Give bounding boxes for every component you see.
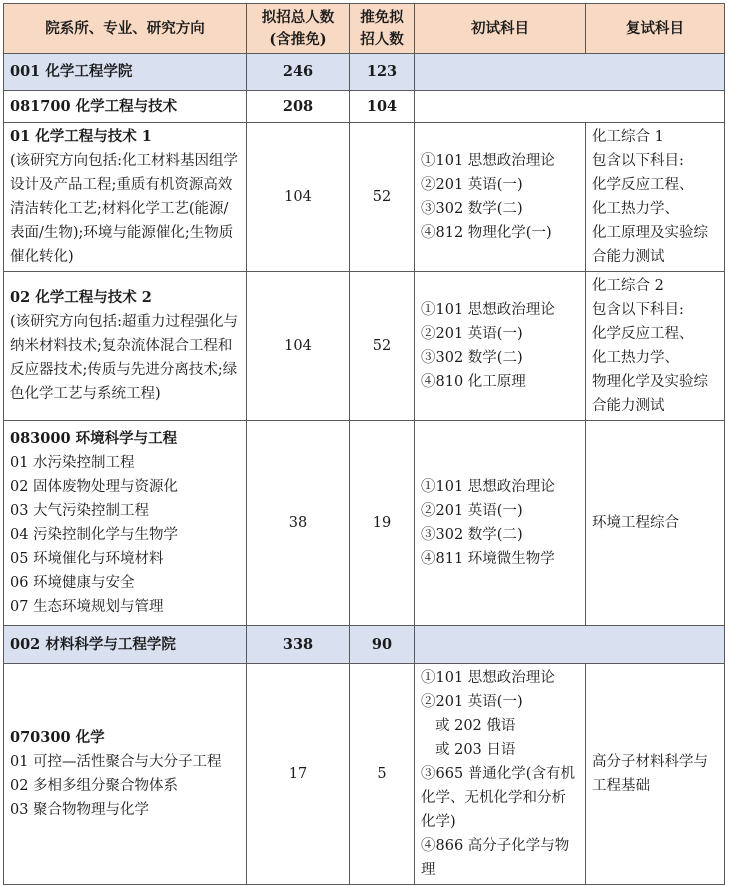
retest-item: 包含以下科目: — [592, 153, 684, 169]
header-total: 拟招总人数 (含推免) — [247, 4, 350, 54]
retest-item: 化学反应工程、 — [592, 326, 694, 342]
exam-subject: ①101 思想政治理论 — [421, 479, 555, 495]
empty-cell — [415, 626, 725, 664]
direction-item: 03 聚合物物理与化学 — [10, 802, 150, 818]
direction-desc: (该研究方向包括:化工材料基因组学设计及产品工程;重质有机资源高效清洁转化工艺;材料化学工艺(能源/表面/生物);环境与能源催化;生物质催化转化) — [10, 153, 239, 265]
exam-subject: ②201 英语(一) — [421, 177, 523, 193]
total-count: 17 — [247, 664, 350, 885]
total-count: 104 — [247, 123, 350, 272]
college-name: 001 化学工程学院 — [4, 54, 247, 91]
major-title: 070300 化学 — [10, 729, 105, 746]
exam-subject: ③302 数学(二) — [421, 527, 523, 543]
direction-row — [4, 123, 725, 272]
exempt-count: 5 — [350, 664, 415, 885]
retest-cell — [586, 272, 725, 421]
initial-exam-cell — [415, 123, 586, 272]
exam-subject: ④812 物理化学(一) — [421, 225, 552, 241]
major-cell — [4, 421, 247, 626]
direction-item: 02 多相多组分聚合物体系 — [10, 778, 179, 794]
exempt-count: 52 — [350, 123, 415, 272]
total-count: 38 — [247, 421, 350, 626]
exempt-count: 19 — [350, 421, 415, 626]
direction-cell — [4, 272, 247, 421]
admission-table — [3, 3, 725, 885]
total-count: 208 — [247, 91, 350, 123]
direction-desc: (该研究方向包括:超重力过程强化与纳米材料技术;复杂流体混合工程和反应器技术;传质与先进分离技术;绿色化学工艺与系统工程) — [10, 314, 239, 402]
direction-item: 01 水污染控制工程 — [10, 455, 135, 471]
exempt-count: 52 — [350, 272, 415, 421]
retest-item: 物理化学及实验综合能力测试 — [592, 374, 708, 414]
empty-cell — [415, 91, 725, 123]
direction-item: 03 大气污染控制工程 — [10, 503, 150, 519]
exempt-count: 90 — [350, 626, 415, 664]
retest-cell: 高分子材料科学与工程基础 — [586, 664, 725, 885]
exam-subject: ④866 高分子化学与物理 — [421, 838, 570, 878]
header-row — [4, 4, 725, 54]
exam-subject: ②201 英语(一) — [421, 503, 523, 519]
exam-subject: ④810 化工原理 — [421, 374, 526, 390]
exam-subject: ①101 思想政治理论 — [421, 670, 555, 686]
retest-item: 化学反应工程、 — [592, 177, 694, 193]
initial-exam-cell — [415, 421, 586, 626]
retest-item: 化工热力学、 — [592, 201, 679, 217]
direction-title: 01 化学工程与技术 1 — [10, 128, 152, 145]
major-row — [4, 421, 725, 626]
major-title: 083000 环境科学与工程 — [10, 430, 178, 447]
direction-row — [4, 272, 725, 421]
exam-subject: ③665 普通化学(含有机化学、无机化学和分析化学) — [421, 766, 575, 830]
empty-cell — [415, 54, 725, 91]
exam-subject: ③302 数学(二) — [421, 350, 523, 366]
college-row — [4, 54, 725, 91]
header-initial-exam: 初试科目 — [415, 4, 586, 54]
major-row — [4, 664, 725, 885]
college-name: 002 材料科学与工程学院 — [4, 626, 247, 664]
direction-item: 04 污染控制化学与生物学 — [10, 527, 179, 543]
direction-item: 02 固体废物处理与资源化 — [10, 479, 179, 495]
direction-cell — [4, 123, 247, 272]
direction-item: 06 环境健康与安全 — [10, 575, 135, 591]
exam-subject: ①101 思想政治理论 — [421, 302, 555, 318]
college-row — [4, 626, 725, 664]
total-count: 246 — [247, 54, 350, 91]
header-exempt: 推免拟 招人数 — [350, 4, 415, 54]
direction-item: 07 生态环境规划与管理 — [10, 599, 164, 615]
header-department: 院系所、专业、研究方向 — [4, 4, 247, 54]
direction-title: 02 化学工程与技术 2 — [10, 289, 152, 306]
retest-cell — [586, 123, 725, 272]
major-cell — [4, 664, 247, 885]
exam-subject: ②201 英语(一) — [421, 326, 523, 342]
total-count: 104 — [247, 272, 350, 421]
exam-subject: 或 202 俄语 — [435, 718, 516, 734]
initial-exam-cell — [415, 664, 586, 885]
exam-subject: ④811 环境微生物学 — [421, 551, 555, 567]
total-count: 338 — [247, 626, 350, 664]
initial-exam-cell — [415, 272, 586, 421]
exam-subject: ③302 数学(二) — [421, 201, 523, 217]
exempt-count: 104 — [350, 91, 415, 123]
exam-subject: ②201 英语(一) — [421, 694, 523, 710]
retest-item: 包含以下科目: — [592, 302, 684, 318]
exam-subject: ①101 思想政治理论 — [421, 153, 555, 169]
exempt-count: 123 — [350, 54, 415, 91]
exam-subject: 或 203 日语 — [435, 742, 516, 758]
retest-item: 化工原理及实验综合能力测试 — [592, 225, 708, 265]
header-retest: 复试科目 — [586, 4, 725, 54]
major-row — [4, 91, 725, 123]
retest-cell: 环境工程综合 — [586, 421, 725, 626]
retest-item: 化工热力学、 — [592, 350, 679, 366]
retest-item: 化工综合 2 — [592, 278, 664, 294]
direction-item: 01 可控—活性聚合与大分子工程 — [10, 754, 222, 770]
direction-item: 05 环境催化与环境材料 — [10, 551, 164, 567]
major-name: 081700 化学工程与技术 — [4, 91, 247, 123]
retest-item: 化工综合 1 — [592, 129, 664, 145]
